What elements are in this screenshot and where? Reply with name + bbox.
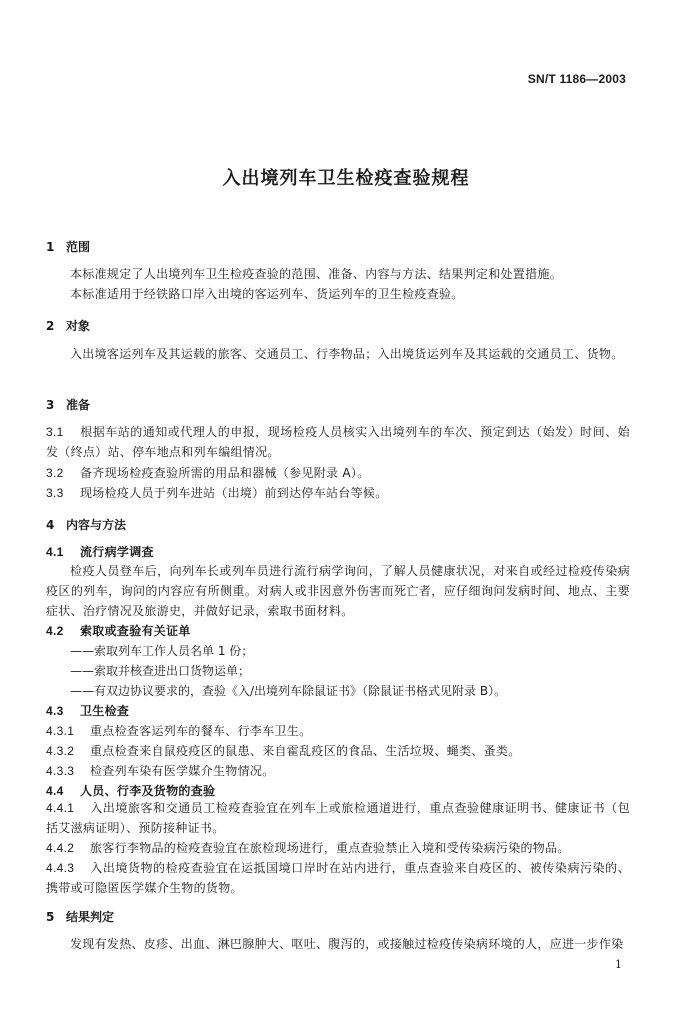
clause-4-2-item-3: ——有双边协议要求的，查验《入/出境列车除鼠证书》（除鼠证书格式见附录 B）。 [70,684,507,698]
section-1-paragraph-1: 本标准规定了人出境列车卫生检疫查验的范围、准备、内容与方法、结果判定和处置措施。 [70,267,563,281]
clause-4-3-heading: 4.3 卫生检查 [46,704,130,718]
section-2-heading: 2 对象 [46,319,91,333]
clause-4-2-item-1: ——索取列车工作人员名单 1 份； [70,644,254,658]
clause-3-3: 3.3 现场检疫人员于列车进站（出境）前到达停车站台等候。 [46,486,388,500]
section-2-paragraph: 入出境客运列车及其运载的旅客、交通员工、行李物品；入出境货运列车及其运载的交通员工、货物。 [70,347,624,361]
standard-code: SN/T 1186—2003 [527,72,626,86]
clause-4-4-2: 4.4.2 旅客行李物品的检疫查验宜在旅检现场进行，重点查验禁止入境和受传染病污染的物品。 [46,841,570,855]
clause-4-4-3: 4.4.3 入出境货物的检疫查验宜在运抵国境口岸时在站内进行，重点查验来自疫区的、被传染病污染的、携带或可隐匿医学媒介生物的货物。 [46,861,630,895]
section-4-heading: 4 内容与方法 [46,518,127,532]
section-1-heading: 1 范围 [46,240,91,254]
clause-4-3-1: 4.3.1 重点检查客运列车的餐车、行李车卫生。 [46,724,312,738]
clause-4-1-heading: 4.1 流行病学调查 [46,545,154,559]
clause-3-2: 3.2 备齐现场检疫查验所需的用品和器械（参见附录 A）。 [46,466,370,480]
clause-4-3-3: 4.3.3 检查列车染有医学媒介生物情况。 [46,764,275,778]
clause-4-1-paragraph: 检疫人员登车后，向列车长或列车员进行流行病学询问，了解人员健康状况，对来自或经过检疫传染病疫区的列车，询问的内容应有所侧重。对病人或非因意外伤害而死亡者，应仔细询问发病时间、地点、主要症状、治疗情况及旅游史，并做好记录，索取书面材料。 [46,564,630,618]
section-5-paragraph: 发现有发热、皮疹、出血、淋巴腺肿大、呕吐、腹泻的，或接触过检疫传染病环境的人，应进一步作染 [70,937,624,951]
section-5-heading: 5 结果判定 [46,910,115,924]
clause-4-2-heading: 4.2 索取或查验有关证单 [46,624,191,638]
section-1-paragraph-2: 本标准适用于经铁路口岸入出境的客运列车、货运列车的卫生检疫查验。 [70,287,464,301]
document-title: 入出境列车卫生检疫查验规程 [222,168,470,189]
clause-4-4-1: 4.4.1 入出境旅客和交通员工检疫查验宜在列车上或旅检通道进行，重点查验健康证明书、健康证书（包括艾滋病证明）、预防接种证书。 [46,801,630,835]
page-number: 1 [615,958,622,971]
clause-4-4-heading: 4.4 人员、行李及货物的查验 [46,784,216,798]
clause-3-1: 3.1 根据车站的通知或代理人的申报，现场检疫人员核实入出境列车的车次、预定到达（始发）时间、始发（终点）站、停车地点和列车编组情况。 [46,425,630,459]
clause-4-2-item-2: ——索取并核查进出口货物运单； [70,664,251,678]
clause-4-3-2: 4.3.2 重点检查来自鼠疫疫区的鼠患、来自霍乱疫区的食品、生活垃圾、蝇类、蚤类。 [46,744,521,758]
section-3-heading: 3 准备 [46,398,91,412]
